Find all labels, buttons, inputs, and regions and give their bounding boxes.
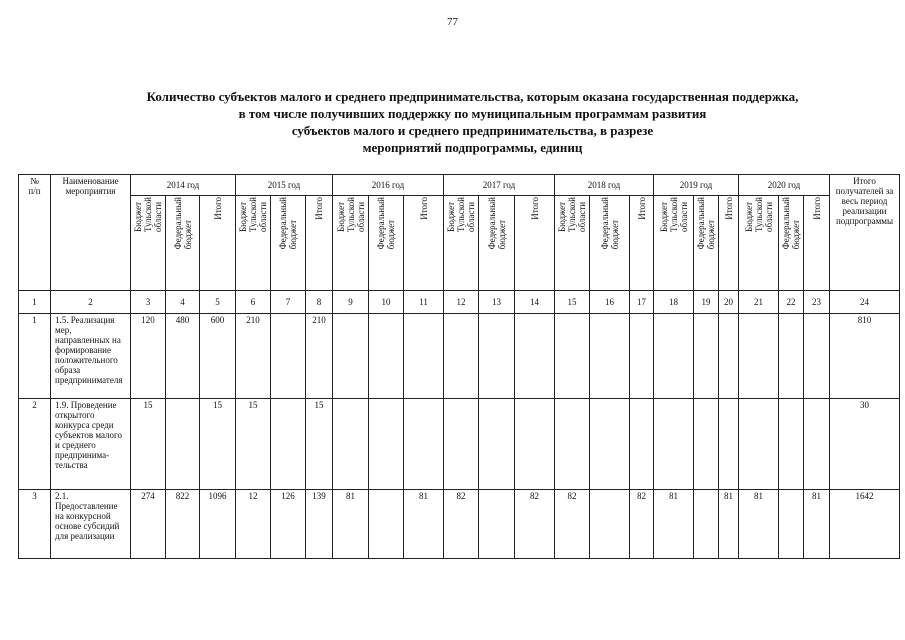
value-cell (479, 399, 515, 490)
value-cell (369, 314, 404, 399)
column-number: 23 (804, 291, 830, 314)
value-cell (404, 314, 444, 399)
sub-header: Федеральный бюджет (590, 196, 630, 291)
table-row (19, 399, 900, 490)
value-cell: 210 (306, 314, 333, 399)
sub-header: Итого (404, 196, 444, 291)
value-cell (779, 399, 804, 490)
column-number: 16 (590, 291, 630, 314)
column-number: 11 (404, 291, 444, 314)
value-cell: 822 (166, 490, 200, 559)
value-cell (590, 399, 630, 490)
value-cell (739, 314, 779, 399)
value-cell (779, 490, 804, 559)
title-line: в том числе получивших поддержку по муниципальным программам развития (238, 106, 707, 121)
value-cell (694, 314, 719, 399)
sub-header: Федеральный бюджет (166, 196, 200, 291)
activity-name: 1.5. Реализация мер, направленных на формирование положительного образа предпринимателя (51, 314, 131, 399)
year-header: 2017 год (444, 175, 555, 196)
column-number: 12 (444, 291, 479, 314)
value-cell (590, 490, 630, 559)
title-line: мероприятий подпрограммы, единиц (362, 140, 583, 155)
sub-header: Итого (515, 196, 555, 291)
column-number: 6 (236, 291, 271, 314)
value-cell (630, 399, 654, 490)
value-cell (271, 314, 306, 399)
value-cell: 15 (200, 399, 236, 490)
value-cell (515, 314, 555, 399)
value-cell (719, 314, 739, 399)
sub-header: Федеральный бюджет (694, 196, 719, 291)
row-total: 810 (830, 314, 900, 399)
value-cell: 12 (236, 490, 271, 559)
value-cell (719, 399, 739, 490)
sub-header: Федеральный бюджет (779, 196, 804, 291)
value-cell (444, 399, 479, 490)
row-number: 3 (19, 490, 51, 559)
value-cell (630, 314, 654, 399)
column-number: 14 (515, 291, 555, 314)
sub-header: Бюджет Тульской области (654, 196, 694, 291)
value-cell: 82 (555, 490, 590, 559)
column-number: 10 (369, 291, 404, 314)
sub-header: Итого (630, 196, 654, 291)
value-cell (333, 399, 369, 490)
value-cell (694, 399, 719, 490)
year-header: 2019 год (654, 175, 739, 196)
value-cell: 81 (739, 490, 779, 559)
column-number: 1 (19, 291, 51, 314)
value-cell: 15 (306, 399, 333, 490)
value-cell (590, 314, 630, 399)
value-cell (654, 399, 694, 490)
column-number: 15 (555, 291, 590, 314)
column-number: 17 (630, 291, 654, 314)
value-cell: 15 (236, 399, 271, 490)
value-cell: 82 (630, 490, 654, 559)
value-cell (479, 490, 515, 559)
column-number: 21 (739, 291, 779, 314)
column-number: 2 (51, 291, 131, 314)
value-cell: 81 (333, 490, 369, 559)
document-title (40, 88, 905, 156)
column-number: 19 (694, 291, 719, 314)
sub-header: Бюджет Тульской области (555, 196, 590, 291)
column-number: 8 (306, 291, 333, 314)
support-recipients-table (18, 174, 900, 559)
row-total: 30 (830, 399, 900, 490)
value-cell (515, 399, 555, 490)
column-number: 13 (479, 291, 515, 314)
table-row (19, 490, 900, 559)
sub-header: Бюджет Тульской области (333, 196, 369, 291)
column-number: 7 (271, 291, 306, 314)
year-header: 2015 год (236, 175, 333, 196)
year-header: 2016 год (333, 175, 444, 196)
value-cell: 1096 (200, 490, 236, 559)
value-cell: 120 (131, 314, 166, 399)
table-row (19, 314, 900, 399)
sub-header: Бюджет Тульской области (444, 196, 479, 291)
value-cell: 81 (804, 490, 830, 559)
col-header-number: № п/п (19, 175, 51, 291)
value-cell: 600 (200, 314, 236, 399)
sub-header: Бюджет Тульской области (131, 196, 166, 291)
value-cell (555, 314, 590, 399)
value-cell (804, 314, 830, 399)
column-number: 24 (830, 291, 900, 314)
value-cell (404, 399, 444, 490)
value-cell (654, 314, 694, 399)
row-number: 2 (19, 399, 51, 490)
title-line: Количество субъектов малого и среднего предпринимательства, которым оказана государственная поддержка, (146, 89, 799, 104)
column-number: 18 (654, 291, 694, 314)
value-cell (479, 314, 515, 399)
activity-name: 1.9. Проведение открытого конкурса среди субъектов малого и среднего предпринима- тельства (51, 399, 131, 490)
year-header: 2014 год (131, 175, 236, 196)
value-cell (271, 399, 306, 490)
value-cell (369, 490, 404, 559)
value-cell (369, 399, 404, 490)
value-cell: 274 (131, 490, 166, 559)
page-number: 77 (447, 16, 458, 28)
col-header-total: Итого получателей за весь период реализации подпрограммы (830, 175, 900, 291)
column-number: 9 (333, 291, 369, 314)
value-cell (444, 314, 479, 399)
value-cell (166, 399, 200, 490)
sub-header: Итого (306, 196, 333, 291)
row-number: 1 (19, 314, 51, 399)
column-number: 5 (200, 291, 236, 314)
value-cell: 81 (719, 490, 739, 559)
sub-header: Итого (804, 196, 830, 291)
sub-header: Федеральный бюджет (479, 196, 515, 291)
value-cell (739, 399, 779, 490)
value-cell: 81 (404, 490, 444, 559)
value-cell: 82 (444, 490, 479, 559)
sub-header: Бюджет Тульской области (739, 196, 779, 291)
year-header: 2018 год (555, 175, 654, 196)
value-cell: 139 (306, 490, 333, 559)
value-cell (555, 399, 590, 490)
value-cell (779, 314, 804, 399)
value-cell: 82 (515, 490, 555, 559)
value-cell (804, 399, 830, 490)
value-cell: 15 (131, 399, 166, 490)
value-cell: 210 (236, 314, 271, 399)
year-header: 2020 год (739, 175, 830, 196)
sub-header: Федеральный бюджет (369, 196, 404, 291)
col-header-name: Наименование мероприятия (51, 175, 131, 291)
value-cell (694, 490, 719, 559)
sub-header: Итого (200, 196, 236, 291)
column-number: 4 (166, 291, 200, 314)
sub-header: Бюджет Тульской области (236, 196, 271, 291)
value-cell: 480 (166, 314, 200, 399)
value-cell: 81 (654, 490, 694, 559)
value-cell (333, 314, 369, 399)
column-number: 22 (779, 291, 804, 314)
sub-header: Федеральный бюджет (271, 196, 306, 291)
sub-header: Итого (719, 196, 739, 291)
title-line: субъектов малого и среднего предпринимательства, в разрезе (291, 123, 654, 138)
row-total: 1642 (830, 490, 900, 559)
column-number: 20 (719, 291, 739, 314)
activity-name: 2.1. Предоставление на конкурсной основе субсидий для реализации (51, 490, 131, 559)
value-cell: 126 (271, 490, 306, 559)
column-number: 3 (131, 291, 166, 314)
